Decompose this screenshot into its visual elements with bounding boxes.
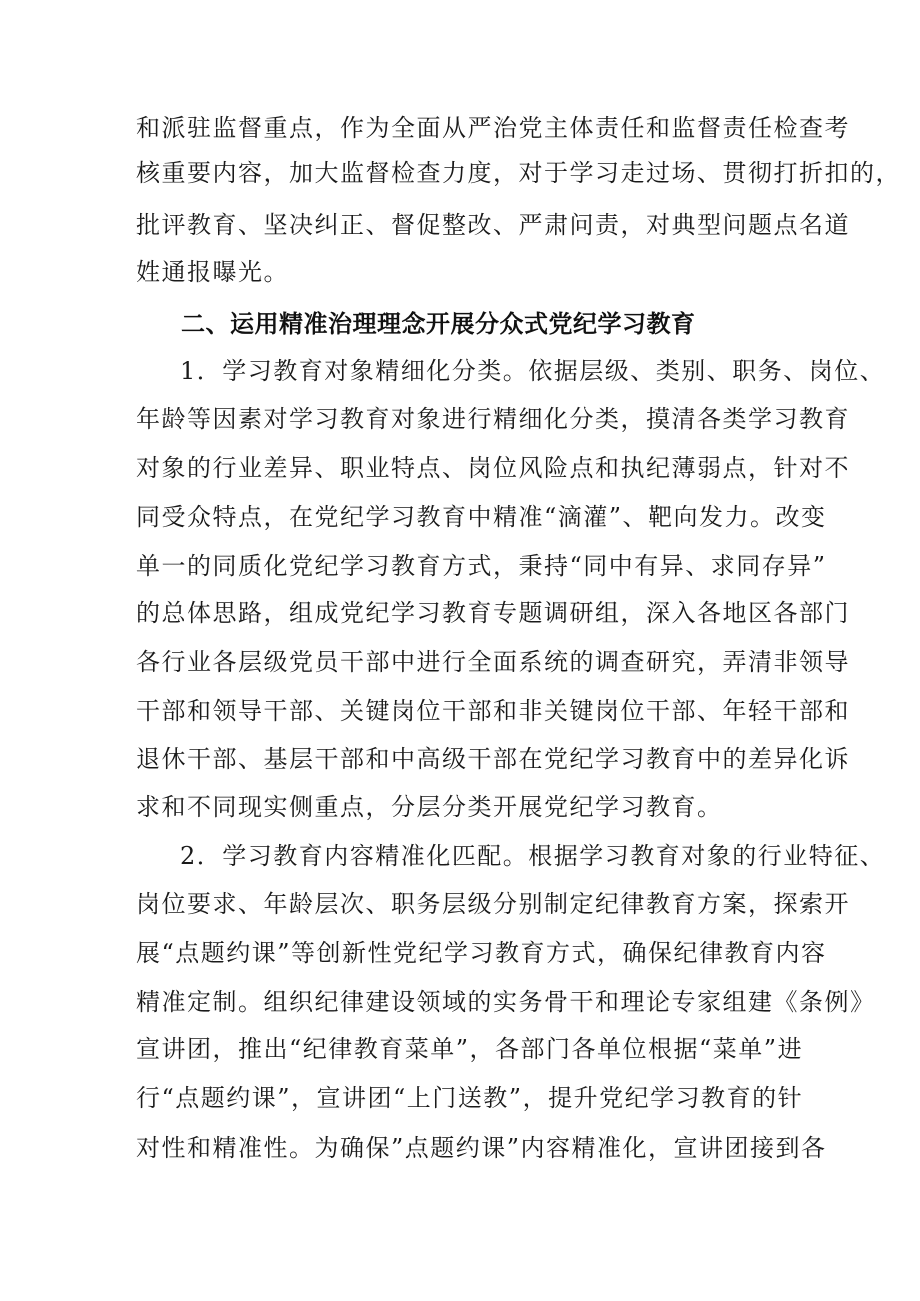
text-line: 行“点题约课”，宣讲团“上门送教”，提升党纪学习教育的针 xyxy=(136,1084,804,1112)
text-line: 同受众特点，在党纪学习教育中精准“滴灌”、靶向发力。改变 xyxy=(136,503,827,531)
text-line: 求和不同现实侧重点，分层分类开展党纪学习教育。 xyxy=(136,793,723,821)
text-line: 精准定制。组织纪律建设领域的实务骨干和理论专家组建《条例》 xyxy=(136,988,876,1016)
text-line: 的总体思路，组成党纪学习教育专题调研组，深入各地区各部门 xyxy=(136,599,850,627)
text-line: 姓通报曝光。 xyxy=(136,258,289,286)
text-line: 单一的同质化党纪学习教育方式，秉持“同中有异、求同存异” xyxy=(136,552,827,580)
text-line: 岗位要求、年龄层次、职务层级分别制定纪律教育方案，探索开 xyxy=(136,890,850,918)
text-line: 展“点题约课”等创新性党纪学习教育方式，确保纪律教育内容 xyxy=(136,939,827,967)
section-heading: 二、运用精准治理理念开展分众式党纪学习教育 xyxy=(181,310,696,338)
text-line: 对性和精准性。为确保”点题约课”内容精准化，宣讲团接到各 xyxy=(136,1134,827,1162)
text-line: 批评教育、坚决纠正、督促整改、严肃问责，对典型问题点名道 xyxy=(136,211,850,239)
text-line: 退休干部、基层干部和中高级干部在党纪学习教育中的差异化诉 xyxy=(136,745,850,773)
text-line: 宣讲团，推出“纪律教育菜单”，各部门各单位根据“菜单”进 xyxy=(136,1035,804,1063)
text-line: 对象的行业差异、职业特点、岗位风险点和执纪薄弱点，针对不 xyxy=(136,454,850,482)
text-line: 干部和领导干部、关键岗位干部和非关键岗位干部、年轻干部和 xyxy=(136,697,850,725)
text-line: 2．学习教育内容精准化匹配。根据学习教育对象的行业特征、 xyxy=(180,842,886,870)
text-line: 年龄等因素对学习教育对象进行精细化分类，摸清各类学习教育 xyxy=(136,405,850,433)
text-line: 1．学习教育对象精细化分类。依据层级、类别、职务、岗位、 xyxy=(180,357,886,385)
text-line: 各行业各层级党员干部中进行全面系统的调查研究，弄清非领导 xyxy=(136,648,850,676)
text-line: 核重要内容，加大监督检查力度，对于学习走过场、贯彻打折扣的， xyxy=(136,159,901,187)
text-line: 和派驻监督重点，作为全面从严治党主体责任和监督责任检查考 xyxy=(136,114,850,142)
